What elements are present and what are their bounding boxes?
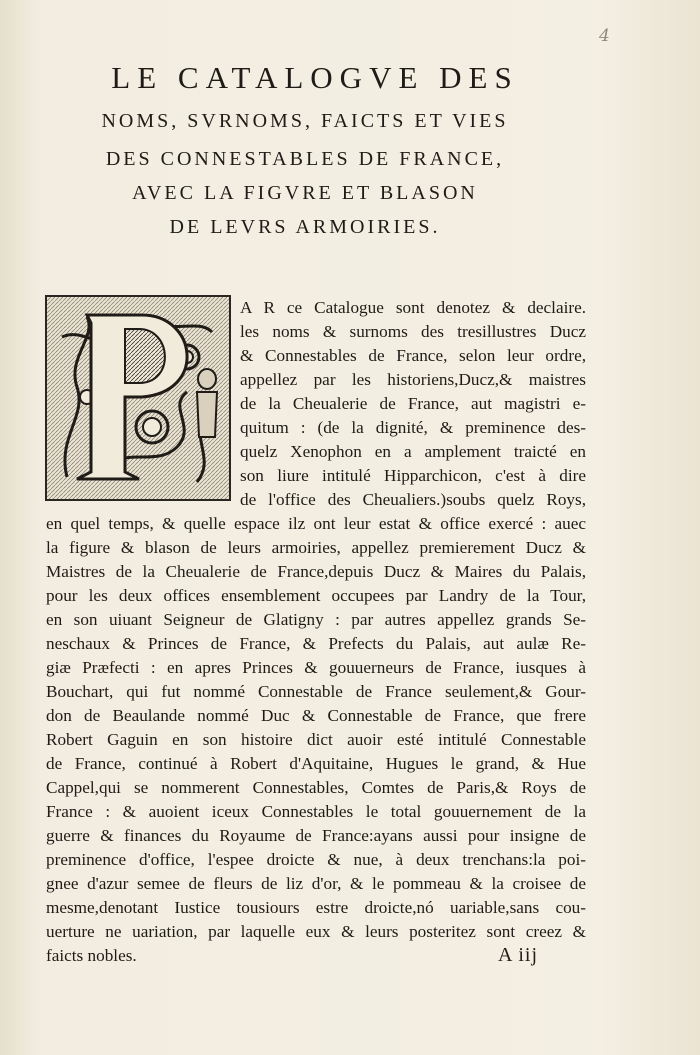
text-line: en son uiuant Seigneur de Glatigny : par autres appellez grands Se- xyxy=(46,610,586,629)
text-line: France : & auoient iceux Connestables le total gouuernement de la xyxy=(46,802,586,821)
text-line: gnee d'azur semee de fleurs de liz d'or, & le pommeau & la croisee de xyxy=(46,874,586,893)
text-line: les noms & surnoms des tresillustres Ducz xyxy=(240,322,586,341)
text-line: de France, continué à Robert d'Aquitaine, Hugues le grand, & Hue xyxy=(46,754,586,773)
title-line-2: NOMS, SVRNOMS, FAICTS ET VIES xyxy=(101,110,509,132)
text-line: A R ce Catalogue sont denotez & declaire. xyxy=(240,298,586,317)
text-line: la figure & blason de leurs armoiries, appellez premierement Ducz & xyxy=(46,538,586,557)
text-line: giæ Præfecti : en apres Princes & gouuerneurs de France, iusques à xyxy=(46,658,586,677)
text-line: Bouchart, qui fut nommé Connestable de France seulement,& Gour- xyxy=(46,682,586,701)
title-line-4: AVEC LA FIGVRE ET BLASON xyxy=(132,182,478,204)
text-line: pour les deux offices ensemblement occupees par Landry de la Tour, xyxy=(46,586,586,605)
text-line: de l'office des Cheualiers.)soubs quelz Roys, xyxy=(240,490,586,509)
text-line: en quel temps, & quelle espace ilz ont leur estat & office exercé : auec xyxy=(46,514,586,533)
text-line-last: faicts nobles. xyxy=(46,946,137,965)
page-number: 4 xyxy=(599,26,610,46)
title-line-3: DES CONNESTABLES DE FRANCE, xyxy=(105,148,505,170)
text-line: quelz Xenophon en a amplement traicté en xyxy=(240,442,586,461)
signature-mark: A iij xyxy=(498,944,539,966)
text-line: appellez par les historiens,Ducz,& maistres xyxy=(240,370,586,389)
title-line-5: DE LEVRS ARMOIRIES. xyxy=(169,216,441,238)
text-line: Robert Gaguin en son histoire dict auoir esté intitulé Connestable xyxy=(46,730,586,749)
text-line: neschaux & Princes de France, & Prefects du Palais, aut aulæ Re- xyxy=(46,634,586,653)
text-line: don de Beaulande nommé Duc & Connestable de France, que frere xyxy=(46,706,586,725)
title-line-1: LE CATALOGVE DES xyxy=(111,60,519,95)
text-line: quitum : (de la dignité, & preminence des- xyxy=(240,418,586,437)
text-line: de la Cheualerie de France, aut magistri e- xyxy=(240,394,586,413)
text-line: preminence d'office, l'espee droicte & nue, à deux trenchans:la poi- xyxy=(46,850,586,869)
ornamental-initial-p-icon xyxy=(45,295,231,501)
text-line: Cappel,qui se nommerent Connestables, Comtes de Paris,& Roys de xyxy=(46,778,586,797)
text-line: son liure intitulé Hipparchicon, c'est à dire xyxy=(240,466,586,485)
page-title xyxy=(0,56,610,244)
text-line: Maistres de la Cheualerie de France,depuis Ducz & Maires du Palais, xyxy=(46,562,586,581)
text-line: & Connestables de France, selon leur ordre, xyxy=(240,346,586,365)
text-line: mesme,denotant Iustice tousiours estre droicte,nó uariable,sans cou- xyxy=(46,898,586,917)
text-line: uerture ne uariation, par laquelle eux & leurs posteritez sont creez & xyxy=(46,922,586,941)
text-line: guerre & finances du Royaume de France:ayans aussi pour insigne de xyxy=(46,826,586,845)
